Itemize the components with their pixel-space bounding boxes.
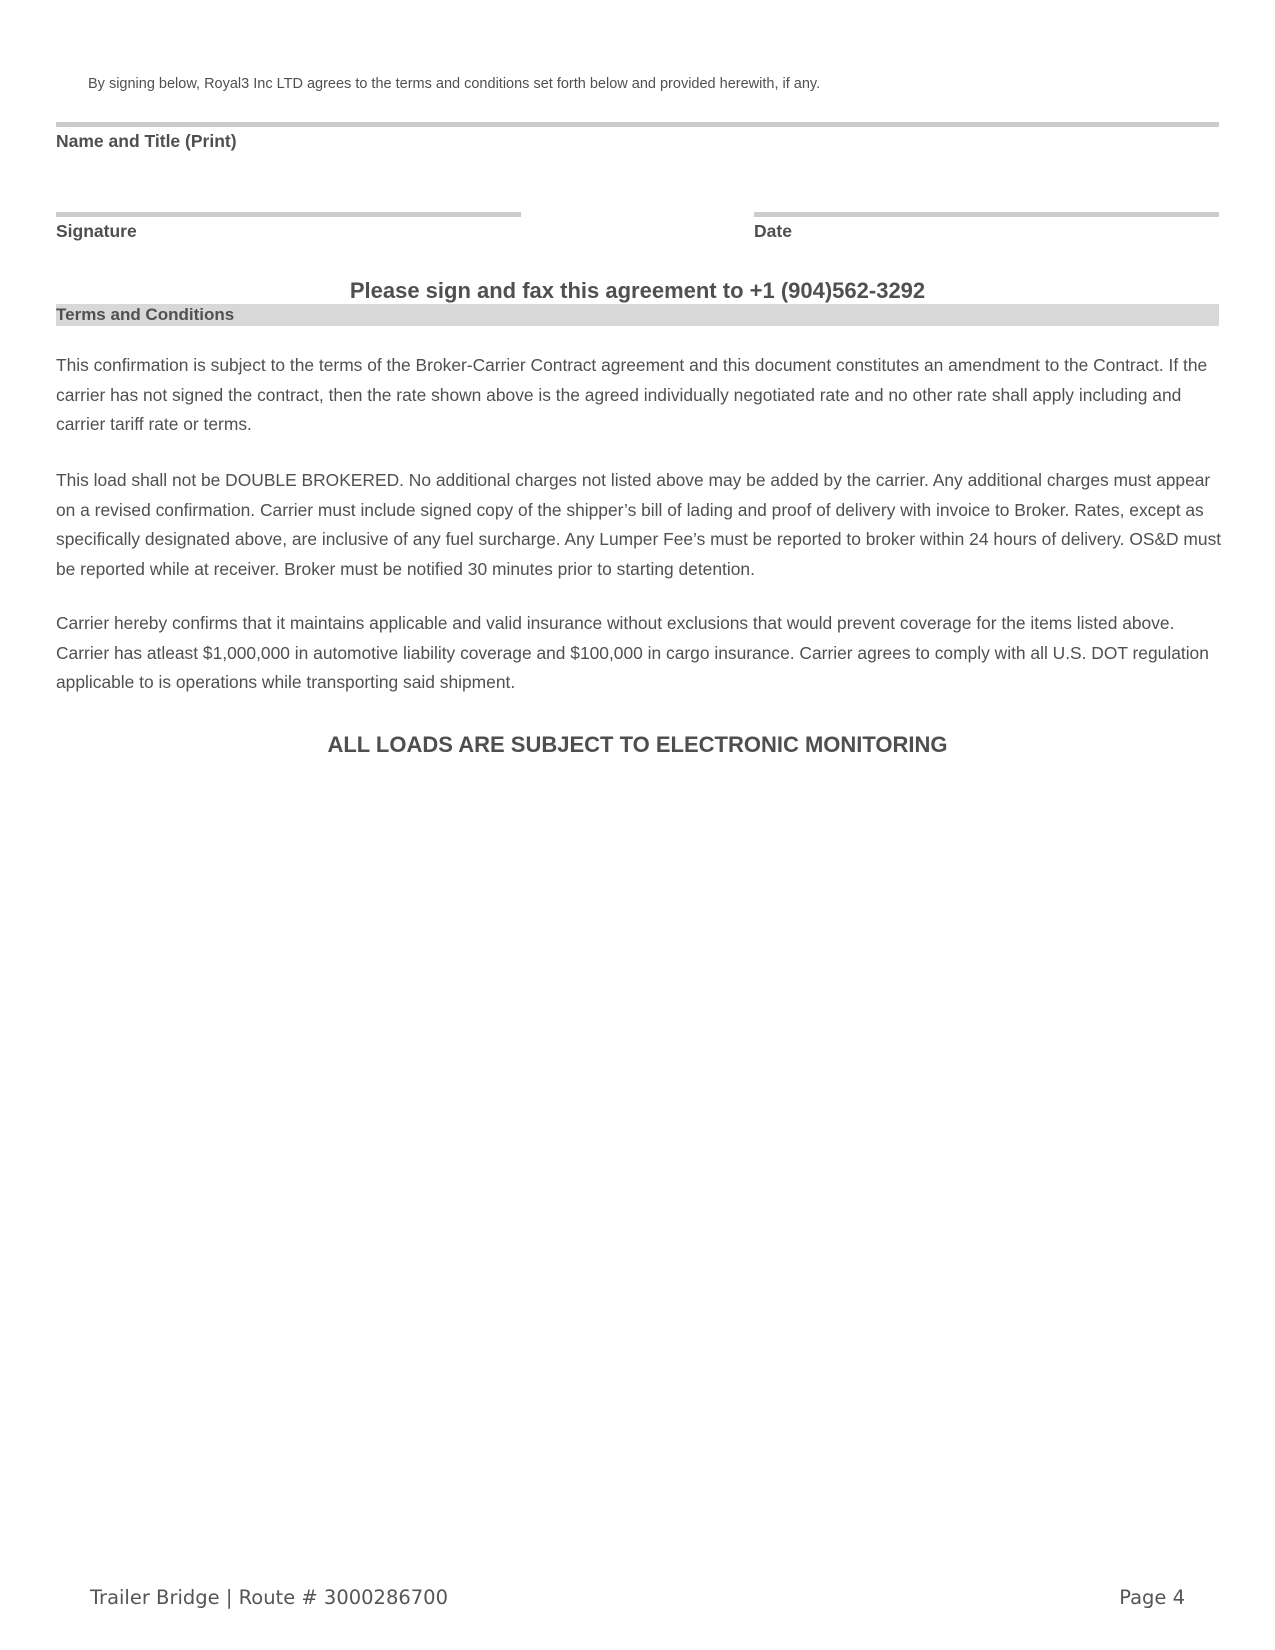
signature-label: Signature <box>56 221 137 241</box>
terms-heading: Terms and Conditions <box>56 305 235 324</box>
terms-paragraph-2: This load shall not be DOUBLE BROKERED. No additional charges not listed above may be added by the carrier. Any additional charges must appear on a revised confirmation. Carrier must include signed copy of the shipper’s bill of lading and proof of delivery with invoice to Broker. Rates, except as specifically designated above, are inclusive of any fuel surcharge. Any Lumper Fee’s must be reported to broker within 24 hours of delivery. OS&D must be reported while at receiver. Broker must be notified 30 minutes prior to starting detention. <box>56 470 1222 579</box>
name-title-label: Name and Title (Print) <box>56 131 237 151</box>
date-label: Date <box>754 221 792 241</box>
footer-route: Trailer Bridge | Route # 3000286700 <box>90 1586 448 1609</box>
terms-paragraph-3: Carrier hereby confirms that it maintains applicable and valid insurance without exclusions that would prevent coverage for the items listed above. Carrier has atleast $1,000,000 in automotive liability coverage and $100,000 in cargo insurance. Carrier agrees to comply with all U.S. DOT regulation applicable to is operations while transporting said shipment. <box>56 613 1209 692</box>
fax-notice: Please sign and fax this agreement to +1 (904)562-3292 <box>349 278 926 303</box>
name-title-signature-line <box>56 122 1219 127</box>
agreement-intro: By signing below, Royal3 Inc LTD agrees to the terms and conditions set forth below and provided herewith, if any. <box>88 76 821 92</box>
monitoring-notice: ALL LOADS ARE SUBJECT TO ELECTRONIC MONITORING <box>327 732 948 757</box>
terms-paragraph-1: This confirmation is subject to the terms of the Broker-Carrier Contract agreement and this document constitutes an amendment to the Contract. If the carrier has not signed the contract, then the rate shown above is the agreed individually negotiated rate and no other rate shall apply including and carrier tariff rate or terms. <box>56 355 1208 434</box>
signature-line <box>56 212 521 217</box>
date-line <box>754 212 1219 217</box>
footer-page-number: Page 4 <box>1119 1586 1185 1609</box>
